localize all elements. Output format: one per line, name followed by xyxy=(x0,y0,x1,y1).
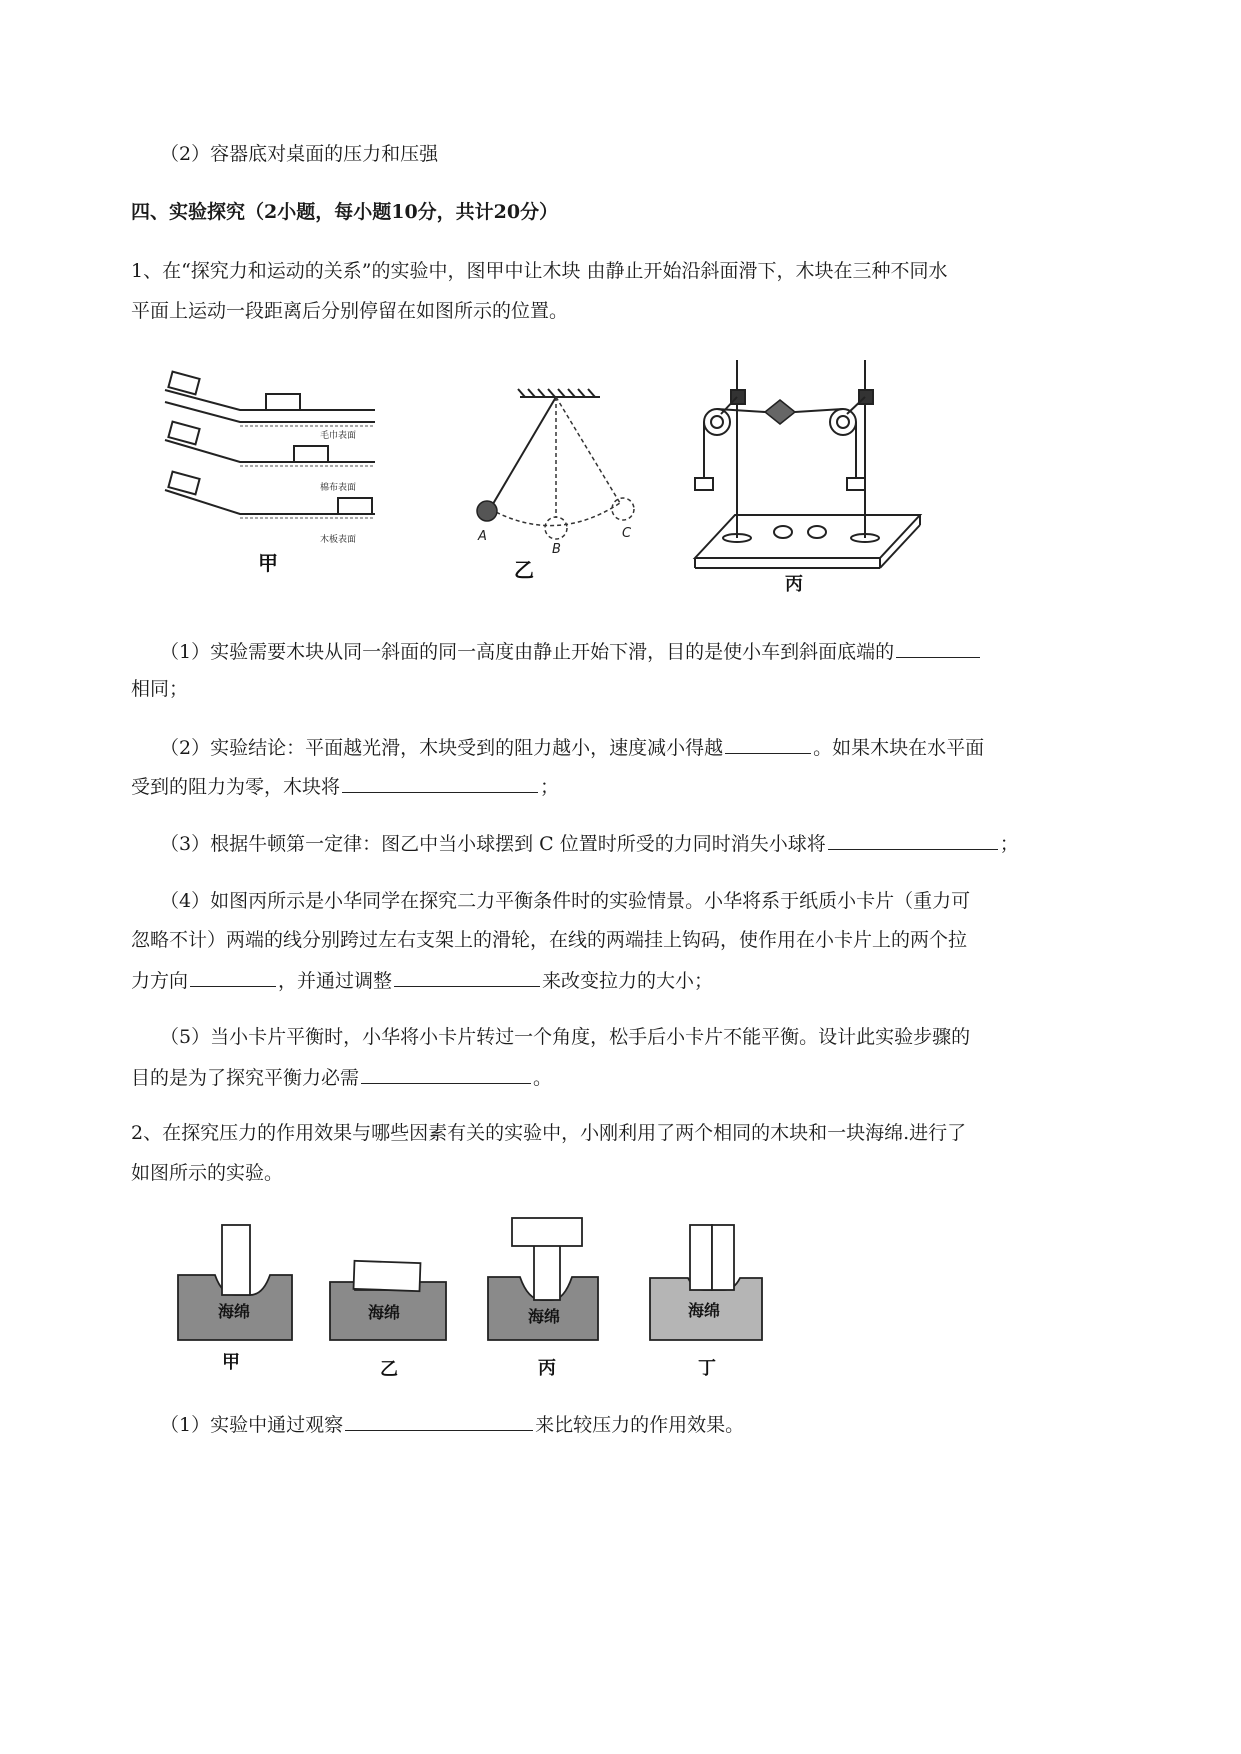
q1-part2-blank2[interactable] xyxy=(342,772,538,793)
prev-question-sub2: （2）容器底对桌面的压力和压强 xyxy=(160,143,439,165)
caption-sponge-bing: 丙 xyxy=(538,1358,556,1379)
q2-part1-blank[interactable] xyxy=(345,1410,533,1431)
figure-jia-inclines xyxy=(160,360,390,580)
section-title: 四、实验探究（2小题，每小题10分，共计20分） xyxy=(131,201,559,223)
q1-part3-end: ； xyxy=(999,833,1019,855)
q1-part1-line1 xyxy=(160,637,982,665)
q1-part2-line2 xyxy=(131,772,559,800)
q2-part1-text-b: 来比较压力的作用效果。 xyxy=(535,1414,745,1436)
q1-part5-blank[interactable] xyxy=(361,1063,531,1084)
q1-part1-line2: 相同； xyxy=(131,678,189,700)
q1-part2-text-a: （2）实验结论：平面越光滑，木块受到的阻力越小，速度减小得越 xyxy=(160,737,724,759)
point-b-label: B xyxy=(552,542,561,557)
sponge-label-1: 海绵 xyxy=(218,1302,251,1321)
figure-sponge-experiment xyxy=(170,1210,770,1380)
q2-part1-text-a: （1）实验中通过观察 xyxy=(160,1414,344,1436)
pendulum-ball xyxy=(477,501,497,521)
q1-part4-blank2[interactable] xyxy=(394,966,540,987)
q1-part5-line1: （5）当小卡片平衡时，小华将小卡片转过一个角度，松手后小卡片不能平衡。设计此实验步骤的 xyxy=(160,1026,971,1048)
q1-part4-line3 xyxy=(131,966,713,994)
point-c-label: C xyxy=(622,526,632,541)
q1-part5-text-c: 。 xyxy=(533,1067,553,1089)
q2-stem-line2: 如图所示的实验。 xyxy=(131,1162,284,1184)
q1-part2-blank1[interactable] xyxy=(725,733,811,754)
q1-part5-line2 xyxy=(131,1063,552,1091)
q1-part1-text: （1）实验需要木块从同一斜面的同一高度由静止开始下滑，目的是使小车到斜面底端的 xyxy=(160,641,895,663)
q1-part2-line1 xyxy=(160,733,984,761)
q1-stem-line1: 1、在“探究力和运动的关系”的实验中，图甲中让木块 由静止开始沿斜面滑下，木块在三种不同水 xyxy=(131,260,948,282)
caption-sponge-jia: 甲 xyxy=(222,1352,240,1373)
q1-part4-text-d: ，并通过调整 xyxy=(278,970,393,992)
caption-yi: 乙 xyxy=(514,558,534,582)
q1-part3-line xyxy=(160,829,1019,857)
caption-jia: 甲 xyxy=(258,551,278,575)
surface-label-cotton: 棉布表面 xyxy=(320,483,357,493)
figure-bing-apparatus xyxy=(685,350,925,600)
surface-label-wood: 木板表面 xyxy=(320,535,357,545)
q1-part2-text-c: 受到的阻力为零，木块将 xyxy=(131,776,341,798)
caption-sponge-ding: 丁 xyxy=(698,1358,716,1379)
q1-part4-blank1[interactable] xyxy=(190,966,276,987)
q1-part2-text-b: 。如果木块在水平面 xyxy=(813,737,985,759)
q1-part4-text-e: 来改变拉力的大小； xyxy=(542,970,714,992)
q1-part4-text-c: 力方向 xyxy=(131,970,189,992)
sponge-label-4: 海绵 xyxy=(688,1301,721,1320)
paper-card xyxy=(765,400,795,424)
figure-yi-pendulum xyxy=(470,385,660,585)
q1-part2-text-d: ； xyxy=(540,776,560,798)
surface-label-towel: 毛巾表面 xyxy=(320,431,357,441)
q1-stem-line2: 平面上运动一段距离后分别停留在如图所示的位置。 xyxy=(131,300,569,322)
sponge-label-3: 海绵 xyxy=(528,1307,561,1326)
caption-bing: 丙 xyxy=(785,574,803,595)
q1-part3-text: （3）根据牛顿第一定律：图乙中当小球摆到 C 位置时所受的力同时消失小球将 xyxy=(160,833,826,855)
sponge-label-2: 海绵 xyxy=(368,1303,401,1322)
q1-part4-line1: （4）如图丙所示是小华同学在探究二力平衡条件时的实验情景。小华将系于纸质小卡片（重力可 xyxy=(160,890,971,912)
point-a-label: A xyxy=(478,529,487,544)
q1-part1-blank[interactable] xyxy=(896,637,980,658)
q1-part5-text-b: 目的是为了探究平衡力必需 xyxy=(131,1067,360,1089)
q1-part4-line2: 忽略不计）两端的线分别跨过左右支架上的滑轮，在线的两端挂上钩码，使作用在小卡片上的两个拉 xyxy=(131,929,968,951)
q1-part3-blank[interactable] xyxy=(828,829,998,850)
caption-sponge-yi: 乙 xyxy=(380,1359,398,1380)
q2-part1-line xyxy=(160,1410,744,1438)
q2-stem-line1: 2、在探究压力的作用效果与哪些因素有关的实验中，小刚利用了两个相同的木块和一块海绵.进行了 xyxy=(131,1122,967,1144)
